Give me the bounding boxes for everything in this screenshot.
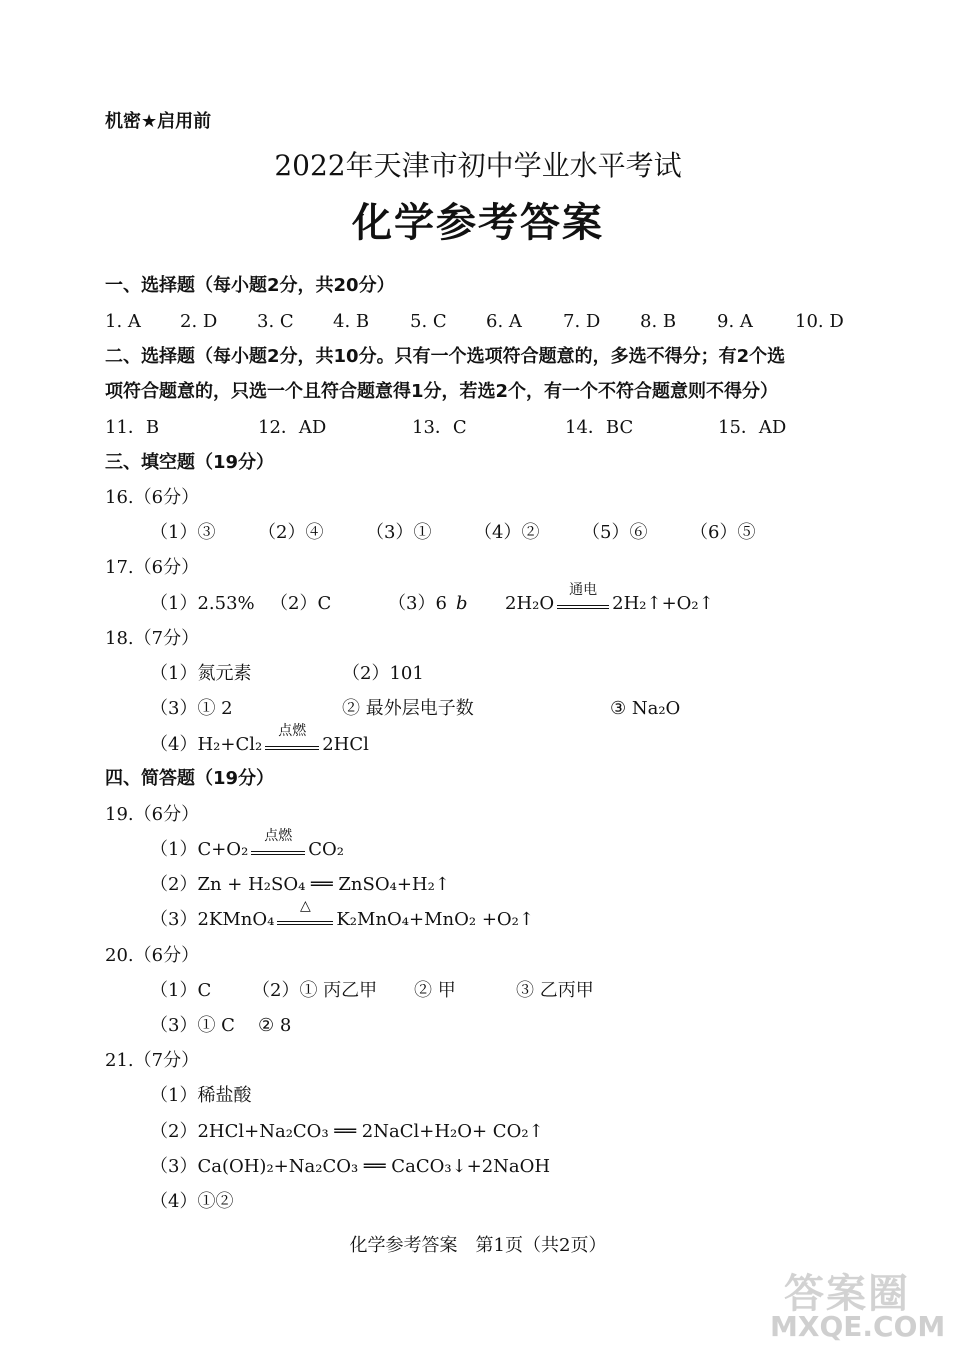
q19-eq1-left: （1）C+O₂	[150, 839, 249, 860]
answer-1: 1. A	[105, 311, 141, 332]
exam-title: 2022年天津市初中学业水平考试	[274, 149, 682, 182]
q17-part2: （2）C	[270, 593, 332, 614]
q20-label: 20.（6分）	[105, 945, 200, 966]
q18-part4	[150, 723, 369, 757]
q21-label: 21.（7分）	[105, 1050, 200, 1071]
secret-label: 机密★启用前	[105, 111, 212, 132]
answer-10: 10. D	[795, 311, 844, 332]
answer-7: 7. D	[563, 311, 601, 332]
q16-item-5: （5）⑥	[582, 522, 648, 543]
answer-12: 12．AD	[258, 417, 327, 438]
section1-heading: 一、选择题（每小题2分，共20分）	[105, 275, 395, 296]
q19-label: 19.（6分）	[105, 804, 200, 825]
equals-bar	[277, 921, 333, 925]
q17-part1: （1）2.53%	[150, 593, 255, 614]
q17-part3: （3）6	[388, 593, 447, 614]
q18-eq-left: （4）H₂+Cl₂	[150, 734, 263, 755]
reaction-condition	[265, 723, 319, 750]
q20-part3b: ② 8	[258, 1015, 292, 1036]
equals-bar	[265, 746, 319, 750]
q17-part3-letter: b	[456, 593, 468, 614]
q16-item-6: （6）⑤	[690, 522, 756, 543]
q18-part3b: ② 最外层电子数	[342, 698, 474, 719]
q19-eq1-right: CO₂	[308, 839, 345, 860]
q21-part1: （1）稀盐酸	[150, 1085, 252, 1106]
q19-part2: （2）Zn + H₂SO₄ ══ ZnSO₄+H₂↑	[150, 874, 450, 895]
answer-3: 3. C	[257, 311, 294, 332]
q17-label: 17.（6分）	[105, 557, 200, 578]
page-footer: 化学参考答案 第1页（共2页）	[349, 1235, 607, 1256]
reaction-condition	[557, 582, 609, 609]
q17-eq-left: 2H₂O	[505, 593, 555, 614]
q19-part3	[150, 898, 534, 932]
watermark-logo-text: 答案圈	[784, 1271, 910, 1317]
answer-2: 2. D	[180, 311, 218, 332]
reaction-condition	[251, 828, 305, 855]
q20-part1: （1）C	[150, 980, 212, 1001]
q21-part4: （4）①②	[150, 1191, 234, 1212]
equals-bar	[251, 851, 305, 855]
equals-bar	[557, 605, 609, 609]
answer-15: 15．AD	[718, 417, 787, 438]
answer-9: 9. A	[717, 311, 753, 332]
q16-label: 16.（6分）	[105, 487, 200, 508]
q18-part1: （1）氮元素	[150, 663, 252, 684]
reaction-condition-text: △	[299, 898, 311, 914]
q21-part3: （3）Ca(OH)₂+Na₂CO₃ ══ CaCO₃↓+2NaOH	[150, 1156, 551, 1177]
q18-label: 18.（7分）	[105, 628, 200, 649]
reaction-condition-text: 点燃	[264, 828, 293, 844]
q20-part2a: （2）① 丙乙甲	[252, 980, 378, 1001]
answer-5: 5. C	[410, 311, 447, 332]
answer-13: 13．C	[412, 417, 467, 438]
q18-part3a: （3）① 2	[150, 698, 233, 719]
section4-heading: 四、简答题（19分）	[105, 768, 275, 789]
q18-part3c: ③ Na₂O	[610, 698, 681, 719]
reaction-condition-text: 通电	[569, 582, 598, 598]
answer-11: 11．B	[105, 417, 160, 438]
q16-item-3: （3）①	[366, 522, 432, 543]
q16-item-2: （2）④	[258, 522, 324, 543]
answer-8: 8. B	[640, 311, 677, 332]
q17-eq-right: 2H₂↑+O₂↑	[612, 593, 714, 614]
section3-heading: 三、填空题（19分）	[105, 452, 275, 473]
watermark-url: MXQE.COM	[770, 1310, 946, 1343]
section2-heading-line2: 项符合题意的，只选一个且符合题意得1分，若选2个，有一个不符合题意则不得分）	[105, 381, 779, 402]
q19-eq3-right: K₂MnO₄+MnO₂ +O₂↑	[336, 909, 534, 930]
answer-4: 4. B	[333, 311, 370, 332]
q17-equation	[505, 582, 714, 616]
q16-item-1: （1）③	[150, 522, 216, 543]
q19-part1	[150, 828, 345, 862]
q21-part2: （2）2HCl+Na₂CO₃ ══ 2NaCl+H₂O+ CO₂↑	[150, 1121, 544, 1142]
q18-part2: （2）101	[342, 663, 424, 684]
answer-6: 6. A	[486, 311, 522, 332]
section2-heading-line1: 二、选择题（每小题2分，共10分。只有一个选项符合题意的，多选不得分；有2个选	[105, 346, 786, 367]
q16-item-4: （4）②	[474, 522, 540, 543]
answer-14: 14．BC	[565, 417, 634, 438]
reaction-condition-text: 点燃	[278, 723, 307, 739]
q20-part3a: （3）① C	[150, 1015, 235, 1036]
q20-part2b: ② 甲	[414, 980, 456, 1001]
q20-part2c: ③ 乙丙甲	[516, 980, 594, 1001]
q18-eq-right: 2HCl	[322, 734, 369, 755]
watermark	[770, 1262, 950, 1342]
reaction-condition	[277, 898, 333, 925]
doc-title: 化学参考答案	[352, 200, 604, 246]
q19-eq3-left: （3）2KMnO₄	[150, 909, 275, 930]
